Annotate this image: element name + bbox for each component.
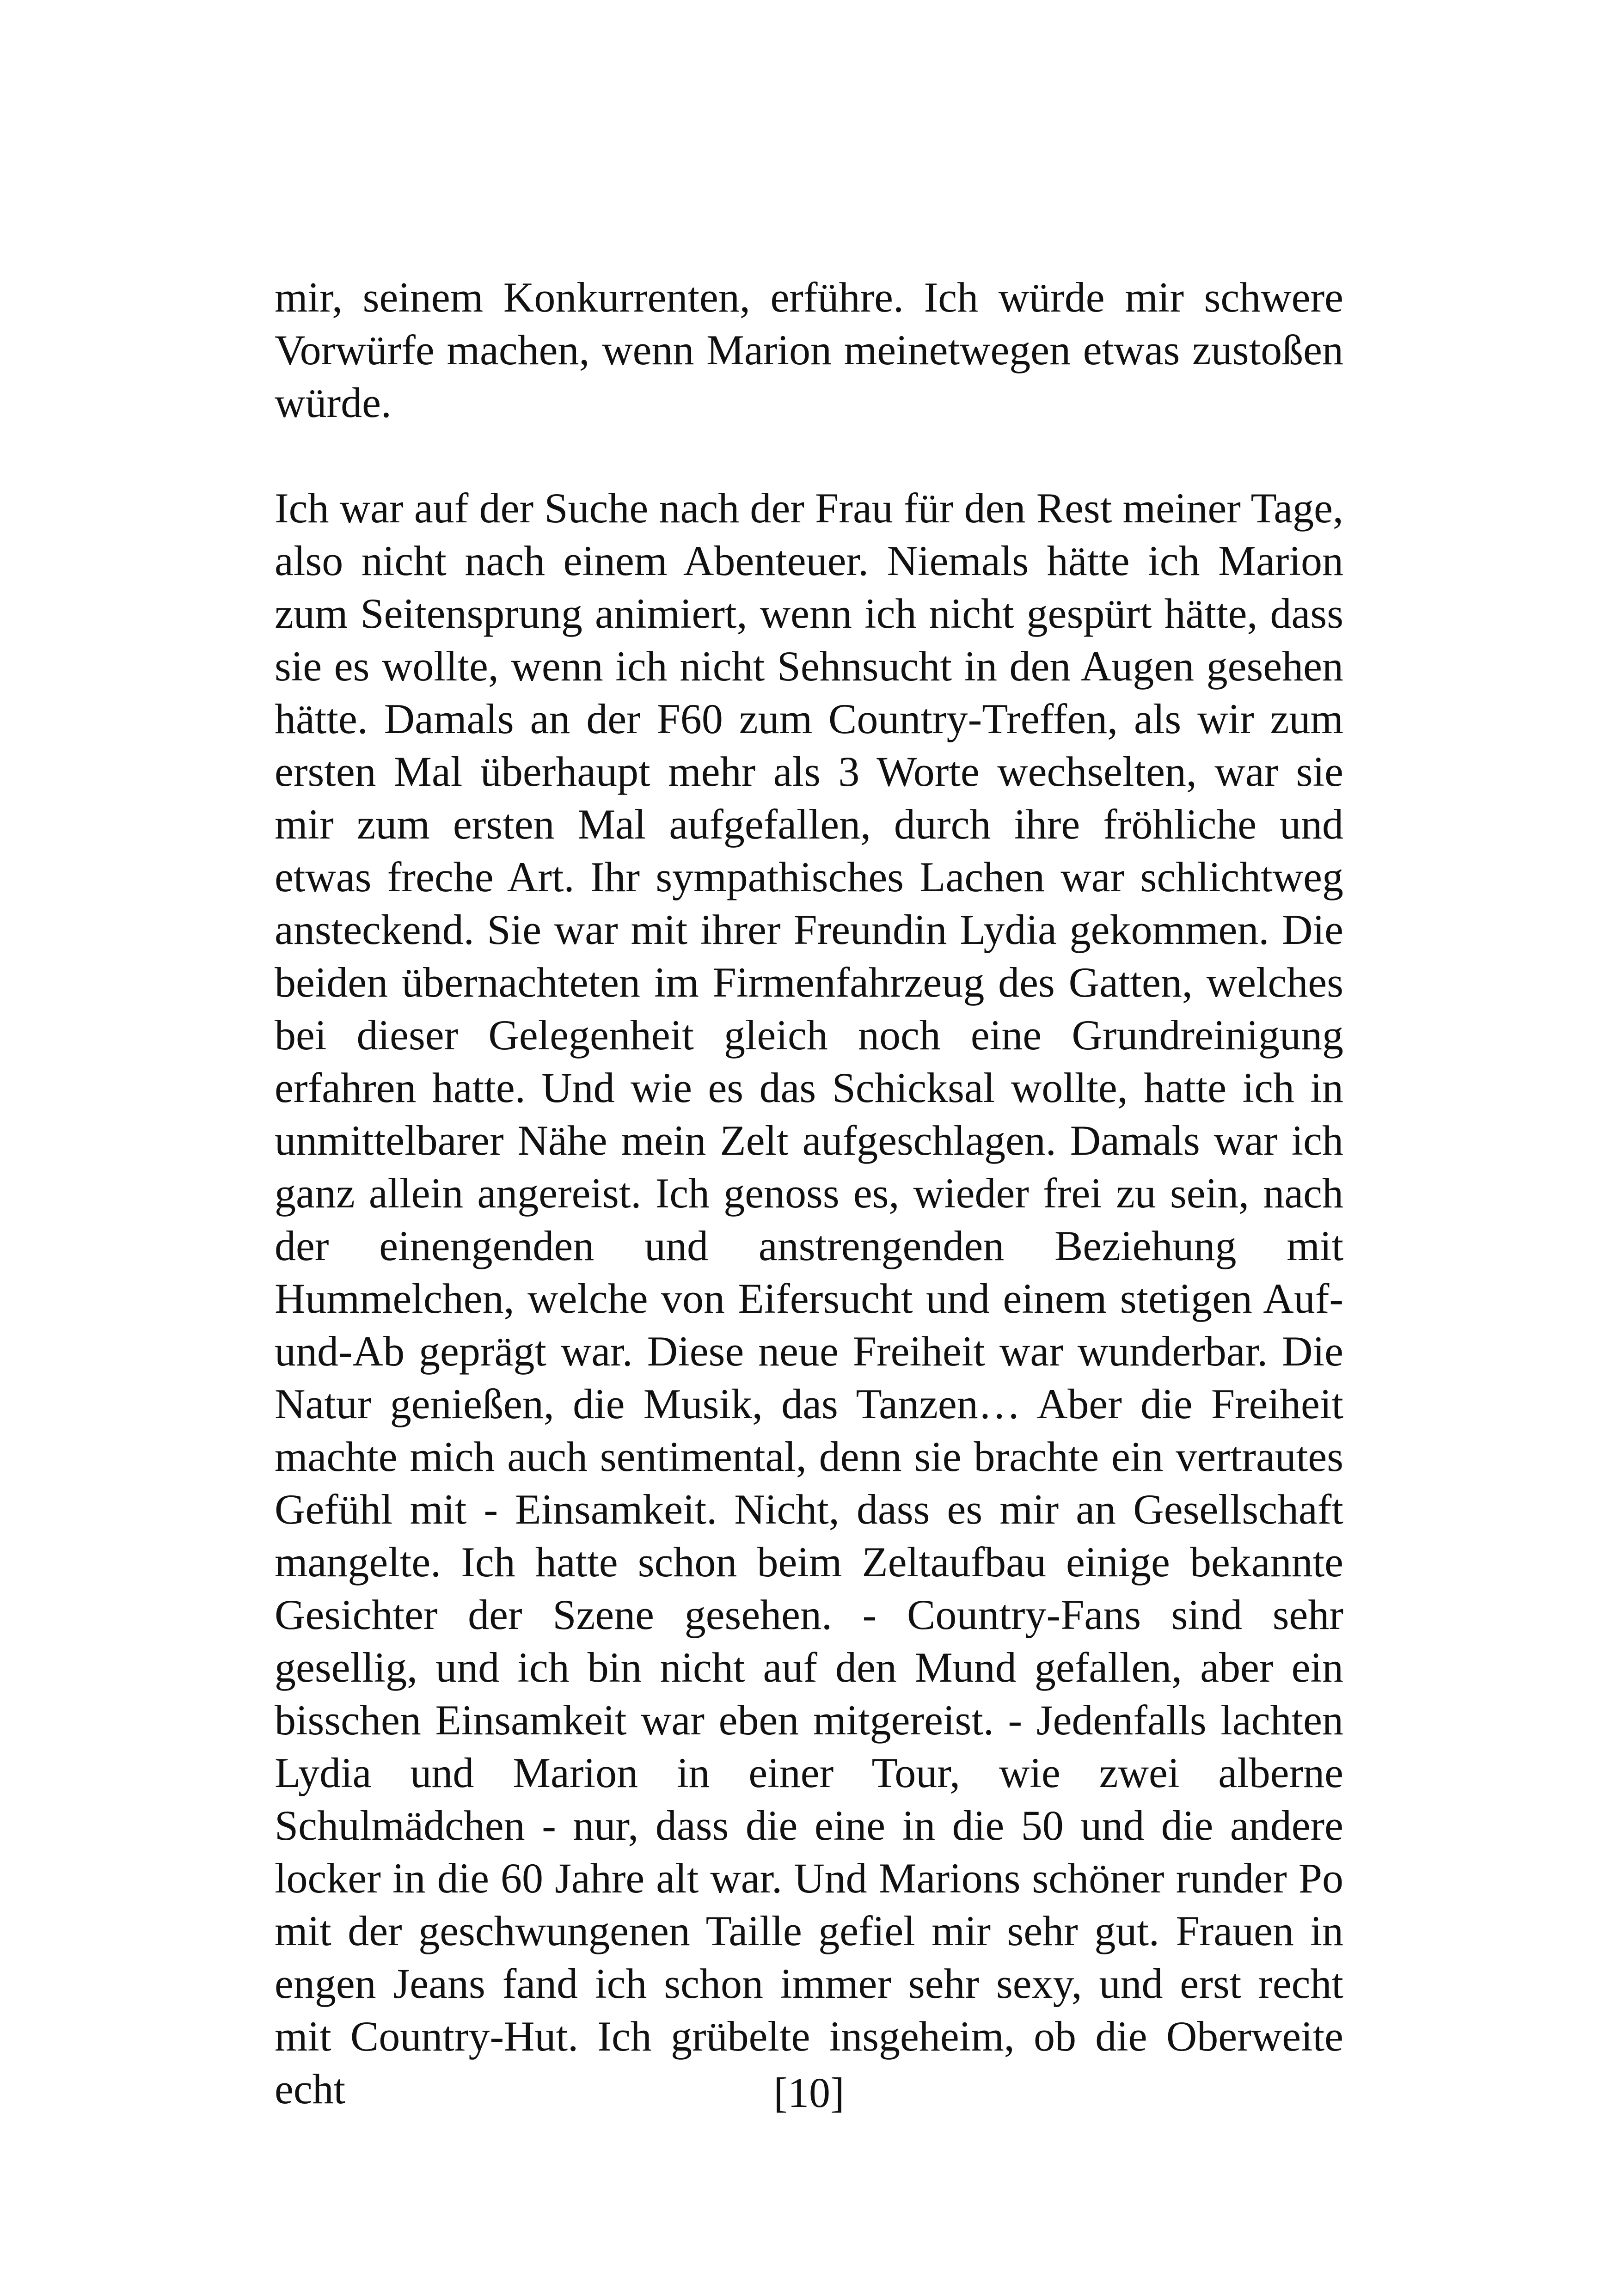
paragraph-2: Ich war auf der Suche nach der Frau für den Rest meiner Tage, also nicht nach einem Abenteuer. Niemals hätte ich Marion zum Seitensprung animiert, wenn ich nicht gespürt hätte, dass sie es wollte, wenn ich nicht Sehnsucht in den Augen gesehen hätte. Damals an der F60 zum Country-Treffen, als wir zum ersten Mal überhaupt mehr als 3 Worte wechselten, war sie mir zum ersten Mal aufgefallen, durch ihre fröhliche und etwas freche Art. Ihr sympathisches Lachen war schlichtweg ansteckend. Sie war mit ihrer Freundin Lydia gekommen. Die beiden übernachteten im Firmenfahrzeug des Gatten, welches bei dieser Gelegenheit gleich noch eine Grundreinigung erfahren hatte. Und wie es das Schicksal wollte, hatte ich in unmittelbarer Nähe mein Zelt aufgeschlagen. Damals war ich ganz allein angereist. Ich genoss es, wieder frei zu sein, nach der einengenden und anstrengenden Beziehung mit Hummelchen, welche von Eifersucht und einem stetigen Auf- und-Ab geprägt war. Diese neue Freiheit war wunderbar. Die Natur genießen, die Musik, das Tanzen… Aber die Freiheit machte mich auch sentimental, denn sie brachte ein vertrautes Gefühl mit - Einsamkeit. Nicht, dass es mir an Gesellschaft mangelte. Ich hatte schon beim Zeltaufbau einige bekannte Gesichter der Szene gesehen. - Country-Fans sind sehr gesellig, und ich bin nicht auf den Mund gefallen, aber ein bisschen Einsamkeit war eben mitgereist. - Jedenfalls lachten Lydia und Marion in einer Tour, wie zwei alberne Schulmädchen - nur, dass die eine in die 50 und die andere locker in die 60 Jahre alt war. Und Marions schöner runder Po mit der geschwungenen Taille gefiel mir sehr gut. Frauen in engen Jeans fand ich schon immer sehr sexy, und erst recht mit Country-Hut. Ich grübelte insgeheim, ob die Oberweite echt [275,484,1343,2112]
page-number: [10] [773,2069,845,2116]
paragraph-1: mir, seinem Konkurrenten, erführe. Ich würde mir schwere Vorwürfe machen, wenn Marion meinetwegen etwas zustoßen würde. [275,274,1343,426]
body-text [275,271,1343,2115]
